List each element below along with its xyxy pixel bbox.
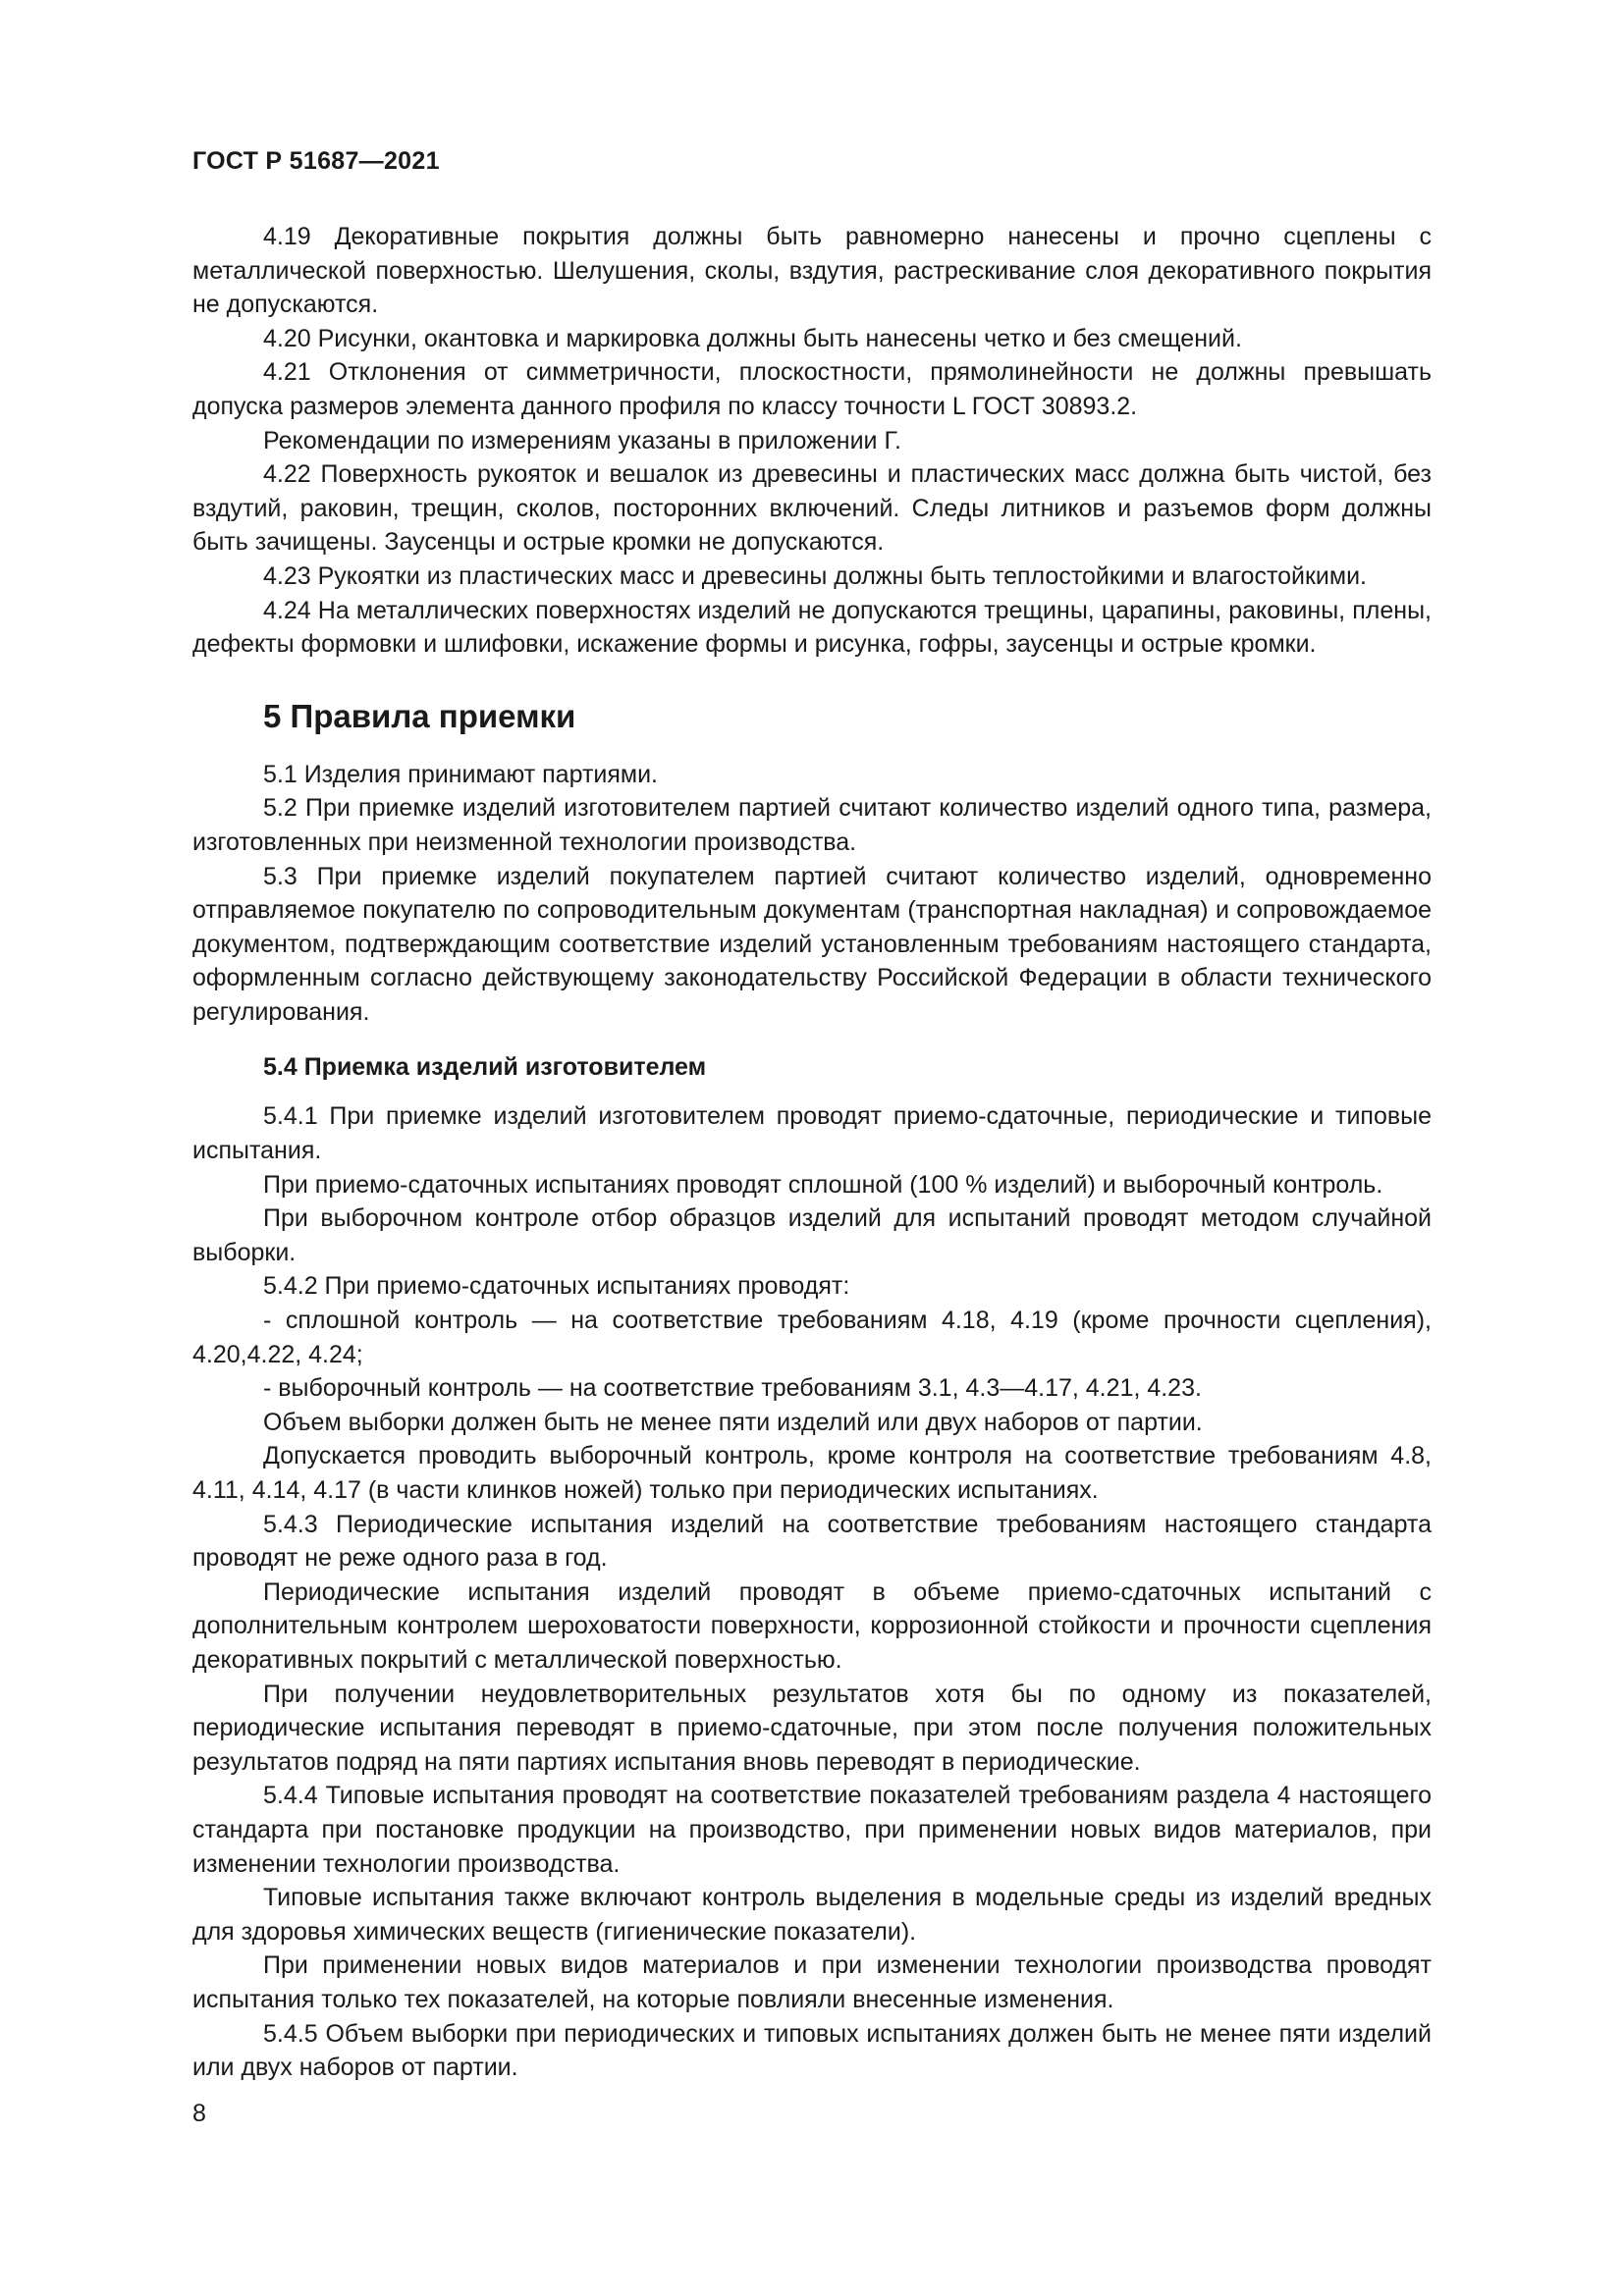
paragraph-5-3: 5.3 При приемке изделий покупателем партией считают количество изделий, одновременно отправляемое покупателю по сопроводительным документам (транспортная накладная) и сопровождаемое документом, подтверждающим соответствие изделий установленным требованиям настоящего стандарта, оформленным согласно действующему законодательству Российской Федерации в области технического регулирования. bbox=[192, 862, 1432, 1026]
paragraph-4-23: 4.23 Рукоятки из пластических масс и древесины должны быть теплостойкими и влагостойкими. bbox=[263, 561, 1367, 590]
paragraph-5-4-3-a: Периодические испытания изделий проводят в объеме приемо-сдаточных испытаний с дополнительным контролем шероховатости поверхности, коррозионной стойкости и прочности сцепления декоративных покрытий с металлической поверхностью. bbox=[192, 1577, 1432, 1674]
document-header: ГОСТ Р 51687—2021 bbox=[192, 147, 440, 175]
paragraph-5-1: 5.1 Изделия принимают партиями. bbox=[263, 760, 658, 788]
paragraph-5-4-4-b: При применении новых видов материалов и при изменении технологии производства проводят испытания только тех показателей, на которые повлияли внесенные изменения. bbox=[192, 1951, 1432, 2013]
document-body bbox=[192, 220, 1432, 2085]
paragraph-5-4-3: 5.4.3 Периодические испытания изделий на соответствие требованиям настоящего стандарта проводят не реже одного раза в год. bbox=[192, 1510, 1432, 1573]
paragraph-5-2: 5.2 При приемке изделий изготовителем партией считают количество изделий одного типа, размера, изготовленных при неизменной технологии производства. bbox=[192, 794, 1432, 856]
paragraph-5-4-2: 5.4.2 При приемо-сдаточных испытаниях проводят: bbox=[263, 1272, 850, 1301]
paragraph-5-4-3-b: При получении неудовлетворительных результатов хотя бы по одному из показателей, периодические испытания переводят в приемо-сдаточные, при этом после получения положительных результатов подряд на пяти партиях испытания вновь переводят в периодические. bbox=[192, 1680, 1432, 1776]
subsection-5-4-heading: 5.4 Приемка изделий изготовителем bbox=[263, 1053, 707, 1082]
paragraph-5-4-1-b: При выборочном контроле отбор образцов изделий для испытаний проводят методом случайной выборки. bbox=[192, 1204, 1432, 1266]
paragraph-4-21-note: Рекомендации по измерениям указаны в приложении Г. bbox=[263, 426, 901, 454]
page-number: 8 bbox=[192, 2100, 206, 2127]
paragraph-4-22: 4.22 Поверхность рукояток и вешалок из древесины и пластических масс должна быть чистой, без вздутий, раковин, трещин, сколов, посторонних включений. Следы литников и разъемов форм должны быть зачищены. Заусенцы и острые кромки не допускаются. bbox=[192, 460, 1432, 557]
paragraph-5-4-1: 5.4.1 При приемке изделий изготовителем проводят приемо-сдаточные, периодические и типовые испытания. bbox=[192, 1102, 1432, 1165]
paragraph-4-20: 4.20 Рисунки, окантовка и маркировка должны быть нанесены четко и без смещений. bbox=[263, 324, 1242, 352]
paragraph-4-21: 4.21 Отклонения от симметричности, плоскостности, прямолинейности не должны превышать допуска размеров элемента данного профиля по классу точности L ГОСТ 30893.2. bbox=[192, 358, 1432, 420]
paragraph-5-4-2-a: Объем выборки должен быть не менее пяти изделий или двух наборов от партии. bbox=[263, 1408, 1203, 1436]
paragraph-5-4-1-a: При приемо-сдаточных испытаниях проводят сплошной (100 % изделий) и выборочный контроль. bbox=[263, 1170, 1383, 1199]
paragraph-5-4-2-item-2: - выборочный контроль — на соответствие требованиям 3.1, 4.3—4.17, 4.21, 4.23. bbox=[263, 1374, 1202, 1403]
paragraph-4-24: 4.24 На металлических поверхностях изделий не допускаются трещины, царапины, раковины, плены, дефекты формовки и шлифовки, искажение формы и рисунка, гофры, заусенцы и острые кромки. bbox=[192, 596, 1432, 659]
paragraph-5-4-2-b: Допускается проводить выборочный контроль, кроме контроля на соответствие требованиям 4.8, 4.11, 4.14, 4.17 (в части клинков ножей) только при периодических испытаниях. bbox=[192, 1442, 1432, 1504]
paragraph-5-4-4-a: Типовые испытания также включают контроль выделения в модельные среды из изделий вредных для здоровья химических веществ (гигиенические показатели). bbox=[192, 1884, 1432, 1946]
paragraph-5-4-5: 5.4.5 Объем выборки при периодических и типовых испытаниях должен быть не менее пяти изделий или двух наборов от партии. bbox=[192, 2019, 1432, 2082]
section-5-heading: 5 Правила приемки bbox=[263, 697, 576, 734]
paragraph-5-4-2-item-1: - сплошной контроль — на соответствие требованиям 4.18, 4.19 (кроме прочности сцепления), 4.20,4.22, 4.24; bbox=[192, 1307, 1432, 1368]
paragraph-5-4-4: 5.4.4 Типовые испытания проводят на соответствие показателей требованиям раздела 4 настоящего стандарта при постановке продукции на производство, при применении новых видов материалов, при изменении технологии производства. bbox=[192, 1782, 1432, 1878]
paragraph-4-19: 4.19 Декоративные покрытия должны быть равномерно нанесены и прочно сцеплены с металлической поверхностью. Шелушения, сколы, вздутия, растрескивание слоя декоративного покрытия не допускаются. bbox=[192, 223, 1432, 319]
